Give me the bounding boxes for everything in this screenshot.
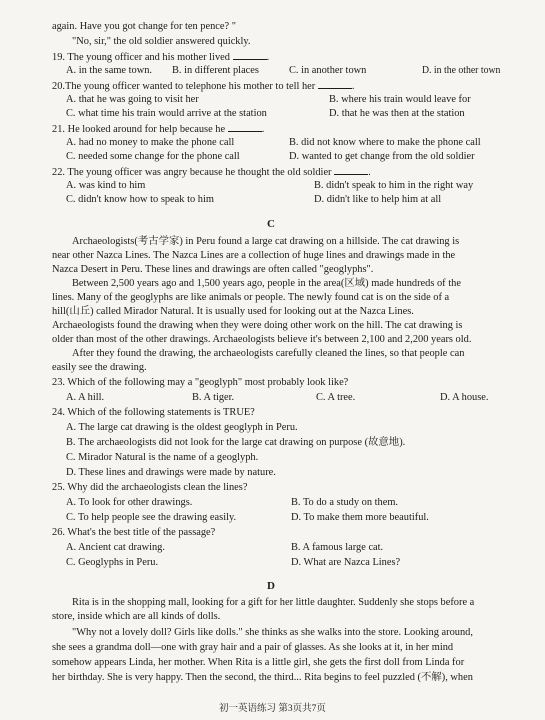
- page-footer: 初一英语练习 第3页共7页: [219, 704, 326, 714]
- option-21-a: A. had no money to make the phone call: [66, 137, 235, 148]
- passage-d-line: Rita is in the shopping mall, looking for a gift for her little daughter. Suddenly she stops before a: [72, 597, 475, 608]
- option-24-d: D. These lines and drawings were made by nature.: [66, 467, 276, 478]
- passage-b-ending-line: again. Have you got change for ten pence? ": [52, 21, 236, 32]
- question-26-stem: 26. What's the best title of the passage?: [52, 527, 216, 538]
- option-26-d: D. What are Nazca Lines?: [291, 557, 401, 568]
- question-20-stem: 20.The young officer wanted to telephone his mother to tell her .: [52, 81, 355, 92]
- section-d-heading: D: [267, 580, 275, 592]
- option-24-c: C. Mirador Natural is the name of a geoglyph.: [66, 452, 259, 463]
- passage-c-line: After they found the drawing, the archaeologists carefully cleaned the lines, so that people can: [72, 348, 465, 359]
- option-19-b: B. in different places: [172, 65, 259, 76]
- option-26-c: C. Geoglyphs in Peru.: [66, 557, 159, 568]
- option-19-a: A. in the same town.: [66, 65, 152, 76]
- passage-b-ending-line: "No, sir," the old soldier answered quickly.: [72, 36, 251, 47]
- option-21-d: D. wanted to get change from the old soldier: [289, 151, 475, 162]
- option-24-a: A. The large cat drawing is the oldest geoglyph in Peru.: [66, 422, 298, 433]
- passage-c-line: older than most of the other drawings. Archaeologists believe it's between 2,100 and 2,200 years old.: [52, 334, 472, 345]
- passage-c-line: Nazca Desert in Peru. These lines and drawings are often called "geoglyphs".: [52, 264, 374, 275]
- option-21-b: B. did not know where to make the phone call: [289, 137, 481, 148]
- answer-blank: [228, 122, 262, 132]
- passage-c-line: near other Nazca Lines. The Nazca Lines are a collection of huge lines and drawings made in the: [52, 250, 456, 261]
- question-21-stem: 21. He looked around for help because he .: [52, 124, 265, 135]
- option-23-c: C. A tree.: [316, 392, 356, 403]
- passage-c-line: Archaeologists found the drawing when they were doing other work on the hill. The cat drawing is: [52, 320, 463, 331]
- option-23-a: A. A hill.: [66, 392, 105, 403]
- passage-d-line: somehow appears Linda, her mother. When Rita is a little girl, she gets the first doll from Linda for: [52, 657, 465, 668]
- answer-blank: [334, 165, 368, 175]
- option-19-c: C. in another town: [289, 65, 367, 76]
- option-26-a: A. Ancient cat drawing.: [66, 542, 165, 553]
- passage-d-line: "Why not a lovely doll? Girls like dolls." she thinks as she walks into the store. Looking around,: [72, 627, 473, 638]
- answer-blank: [233, 50, 267, 60]
- option-22-a: A. was kind to him: [66, 180, 146, 191]
- option-24-b: B. The archaeologists did not look for the large cat drawing on purpose (故意地).: [66, 437, 406, 448]
- option-22-c: C. didn't know how to speak to him: [66, 194, 214, 205]
- question-19-stem: 19. The young officer and his mother lived .: [52, 52, 270, 63]
- option-22-b: B. didn't speak to him in the right way: [314, 180, 474, 191]
- passage-c-line: Between 2,500 years ago and 1,500 years ago, people in the area(区域) made hundreds of the: [72, 278, 461, 289]
- option-20-b: B. where his train would leave for: [329, 94, 471, 105]
- option-25-d: D. To make them more beautiful.: [291, 512, 429, 523]
- answer-blank: [318, 79, 352, 89]
- option-23-b: B. A tiger.: [192, 392, 235, 403]
- option-23-d: D. A house.: [440, 392, 489, 403]
- option-22-d: D. didn't like to help him at all: [314, 194, 442, 205]
- option-25-a: A. To look for other drawings.: [66, 497, 193, 508]
- passage-c-line: Archaeologists(考古学家) in Peru found a large cat drawing on a hillside. The cat drawing is: [72, 236, 460, 247]
- option-20-c: C. what time his train would arrive at the station: [66, 108, 267, 119]
- passage-d-line: her birthday. She is very happy. Then the second, the third... Rita begins to feel puzzled (不解), when: [52, 672, 473, 683]
- option-20-d: D. that he was then at the station: [329, 108, 465, 119]
- passage-c-line: hill(山丘) called Mirador Natural. It is usually used for looking out at the Nazca Lines.: [52, 306, 414, 317]
- option-26-b: B. A famous large cat.: [291, 542, 384, 553]
- passage-d-line: store, inside which are all kinds of dolls.: [52, 611, 221, 622]
- passage-c-line: easily see the drawing.: [52, 362, 147, 373]
- passage-c-line: lines. Many of the geoglyphs are like animals or people. The newly found cat is on the side of a: [52, 292, 450, 303]
- option-19-d: D. in the other town: [422, 65, 501, 76]
- question-25-stem: 25. Why did the archaeologists clean the lines?: [52, 482, 248, 493]
- option-20-a: A. that he was going to visit her: [66, 94, 199, 105]
- option-25-c: C. To help people see the drawing easily.: [66, 512, 237, 523]
- passage-d-line: she sees a grandma doll—one with gray hair and a pair of glasses. As she looks at it, in her mind: [52, 642, 454, 653]
- question-23-stem: 23. Which of the following may a "geoglyph" most probably look like?: [52, 377, 349, 388]
- question-24-stem: 24. Which of the following statements is TRUE?: [52, 407, 255, 418]
- question-22-stem: 22. The young officer was angry because he thought the old soldier .: [52, 167, 371, 178]
- section-c-heading: C: [267, 218, 275, 230]
- option-21-c: C. needed some change for the phone call: [66, 151, 240, 162]
- option-25-b: B. To do a study on them.: [291, 497, 399, 508]
